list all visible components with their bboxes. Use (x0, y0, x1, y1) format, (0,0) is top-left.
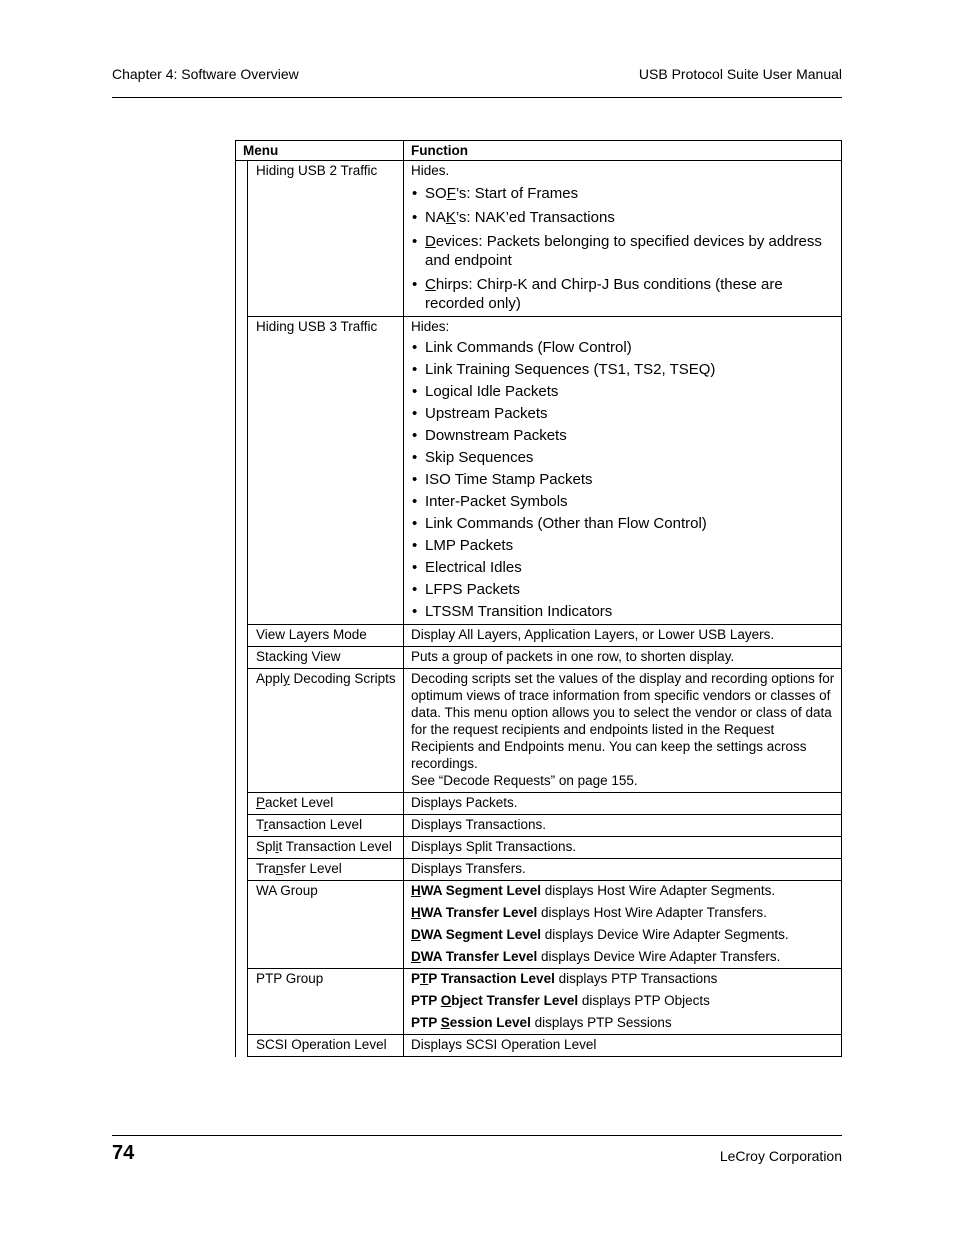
function-column-header: Function (404, 141, 842, 161)
footer-company: LeCroy Corporation (719, 1148, 842, 1164)
table-row (236, 969, 842, 1035)
function-split-transaction-level: Displays Split Transactions. (404, 837, 842, 859)
list-item: • Inter-Packet Symbols (411, 492, 835, 511)
table-row (236, 647, 842, 669)
menu-column-header: Menu (236, 141, 404, 161)
page-number: 74 (112, 1142, 135, 1164)
list-item: • Link Commands (Other than Flow Control) (411, 514, 835, 533)
menu-item-packet-level: Packet Level (248, 793, 404, 815)
table-row (236, 625, 842, 647)
wa-line: DWA Transfer Level displays Device Wire Adapter Transfers. (411, 949, 781, 964)
table-row (236, 815, 842, 837)
list-item: • LMP Packets (411, 536, 835, 555)
bullet-list (411, 338, 835, 621)
function-transaction-level: Displays Transactions. (404, 815, 842, 837)
function-apply-decoding-scripts (404, 669, 842, 793)
list-item: • Devices: Packets belonging to specified devices by address and endpoint (411, 232, 835, 270)
function-intro: Hides. (411, 163, 450, 178)
menu-item-hiding-usb2: Hiding USB 2 Traffic (248, 161, 404, 317)
menu-item-transfer-level: Transfer Level (248, 859, 404, 881)
menu-item-wa-group: WA Group (248, 881, 404, 969)
list-item: • LTSSM Transition Indicators (411, 602, 835, 621)
list-item: • Chirps: Chirp-K and Chirp-J Bus conditions (these are recorded only) (411, 275, 835, 313)
table-row (236, 859, 842, 881)
menu-item-stacking-view: Stacking View (248, 647, 404, 669)
wa-line: HWA Transfer Level displays Host Wire Adapter Transfers. (411, 905, 767, 920)
list-item: • Electrical Idles (411, 558, 835, 577)
ptp-line: PTP Transaction Level displays PTP Transactions (411, 971, 718, 986)
menu-item-transaction-level: Transaction Level (248, 815, 404, 837)
list-item: • Upstream Packets (411, 404, 835, 423)
menu-item-hiding-usb3: Hiding USB 3 Traffic (248, 317, 404, 625)
function-wa-group (404, 881, 842, 969)
ptp-line: PTP Session Level displays PTP Sessions (411, 1015, 672, 1030)
running-header-chapter: Chapter 4: Software Overview (112, 66, 299, 82)
menu-item-split-transaction-level: Split Transaction Level (248, 837, 404, 859)
list-item: • ISO Time Stamp Packets (411, 470, 835, 489)
table-header-row (236, 141, 842, 161)
function-view-layers-mode: Display All Layers, Application Layers, or Lower USB Layers. (404, 625, 842, 647)
table-row (236, 881, 842, 969)
list-item: • SOF’s: Start of Frames (411, 184, 835, 203)
function-scsi-operation-level: Displays SCSI Operation Level (404, 1035, 842, 1057)
table-row (236, 793, 842, 815)
function-ptp-group (404, 969, 842, 1035)
table-row (236, 317, 842, 625)
decoding-see-also: See “Decode Requests” on page 155. (411, 773, 638, 788)
header-rule (112, 97, 842, 98)
ptp-line: PTP Object Transfer Level displays PTP Objects (411, 993, 710, 1008)
footer-rule (112, 1135, 842, 1136)
bullet-list (411, 184, 835, 313)
decoding-description: Decoding scripts set the values of the display and recording options for optimum views of trace information from specific vendors or classes of data. This menu option allows you to select the vendor or class of data for the request recipients and endpoints listed in the Request Recipients and Endpoints menu. You can keep the settings across recordings. (411, 671, 835, 771)
list-item: • Logical Idle Packets (411, 382, 835, 401)
menu-item-apply-decoding-scripts: Apply Decoding Scripts (248, 669, 404, 793)
list-item: • Link Commands (Flow Control) (411, 338, 835, 357)
menu-function-table (235, 140, 842, 1057)
table-row (236, 837, 842, 859)
table-row (236, 669, 842, 793)
function-packet-level: Displays Packets. (404, 793, 842, 815)
menu-item-scsi-operation-level: SCSI Operation Level (248, 1035, 404, 1057)
function-hiding-usb3 (404, 317, 842, 625)
list-item: • Downstream Packets (411, 426, 835, 445)
list-item: • Link Training Sequences (TS1, TS2, TSEQ) (411, 360, 835, 379)
function-hiding-usb2 (404, 161, 842, 317)
running-header-manual-title: USB Protocol Suite User Manual (638, 66, 842, 82)
function-stacking-view: Puts a group of packets in one row, to shorten display. (404, 647, 842, 669)
list-item: • NAK’s: NAK’ed Transactions (411, 208, 835, 227)
table-row (236, 1035, 842, 1057)
list-item: • Skip Sequences (411, 448, 835, 467)
menu-item-ptp-group: PTP Group (248, 969, 404, 1035)
function-intro: Hides: (411, 319, 450, 334)
wa-line: HWA Segment Level displays Host Wire Adapter Segments. (411, 883, 776, 898)
table-row (236, 161, 842, 317)
menu-item-view-layers-mode: View Layers Mode (248, 625, 404, 647)
list-item: • LFPS Packets (411, 580, 835, 599)
function-transfer-level: Displays Transfers. (404, 859, 842, 881)
wa-line: DWA Segment Level displays Device Wire Adapter Segments. (411, 927, 789, 942)
